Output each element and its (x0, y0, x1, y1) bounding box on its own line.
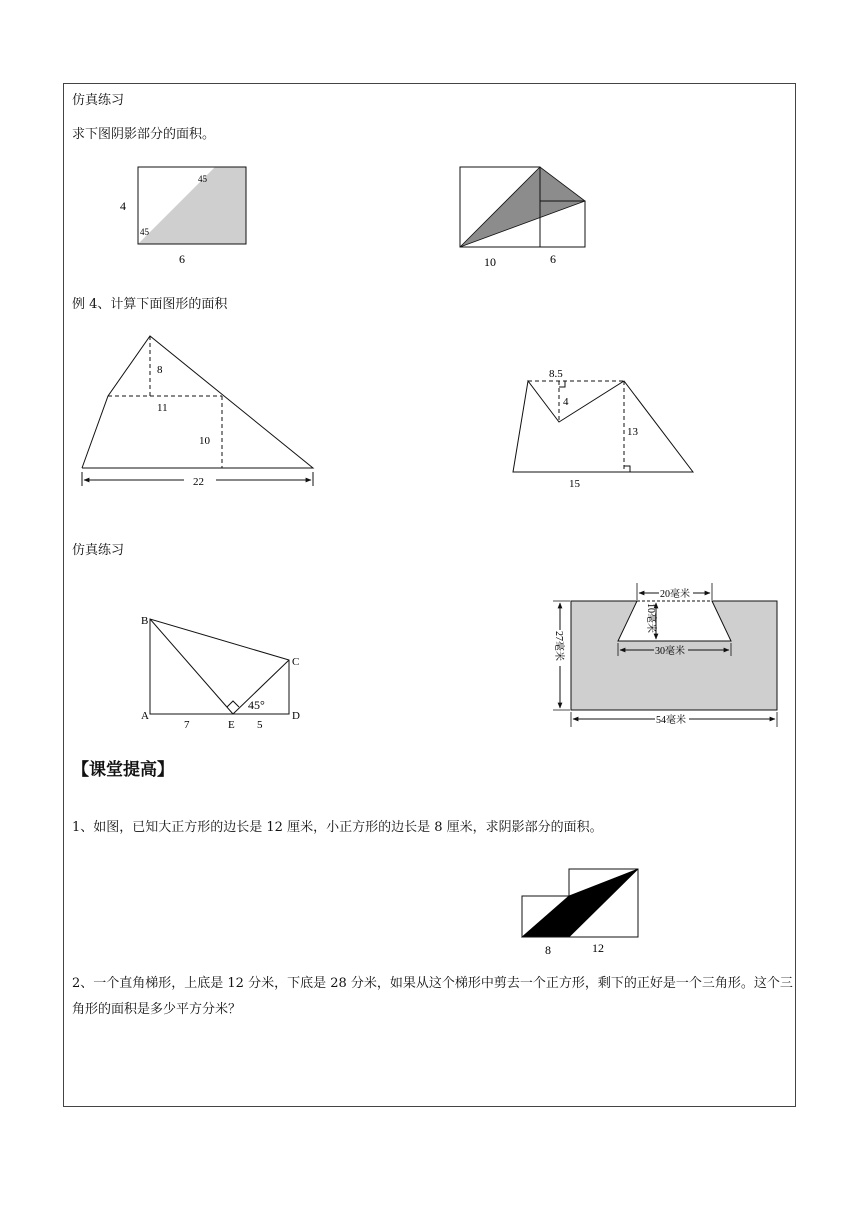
figure-squares-black-triangle (522, 869, 638, 957)
fig5-trapezoid (150, 619, 289, 714)
fig4-outline (513, 381, 693, 472)
fig5-label-D: D (292, 710, 300, 722)
figure-trapezoid-abcd (141, 615, 300, 731)
fig5-label-C: C (292, 656, 300, 668)
fig6-label-depth: 10毫米 (645, 603, 656, 633)
figure-rectangle-cutout (553, 583, 777, 727)
question-1: 1、如图，已知大正方形的边长是 12 厘米，小正方形的边长是 8 厘米，求阴影部分的面积。 (72, 820, 603, 835)
fig5-label-5: 5 (257, 719, 263, 731)
fig7-label-12: 12 (592, 941, 604, 955)
figure-notched-quadrilateral (513, 368, 693, 490)
fig1-side-label: 4 (120, 199, 126, 213)
fig6-label-bottom: 30毫米 (655, 646, 685, 657)
fig6-label-width: 54毫米 (656, 715, 686, 726)
fig3-label-11: 11 (157, 402, 168, 414)
practice-label-2: 仿真练习 (72, 543, 125, 558)
fig5-label-7: 7 (184, 719, 190, 731)
fig1-angle-top: 45 (198, 174, 207, 184)
section-title: 【课堂提高】 (72, 760, 174, 780)
fig5-label-E: E (228, 719, 235, 731)
fig7-label-8: 8 (545, 943, 551, 957)
fig6-label-height: 27毫米 (553, 631, 564, 661)
fig1-angle-bottom: 45 (140, 227, 149, 237)
fig6-label-top: 20毫米 (660, 589, 690, 600)
figure-rectangle-parallelogram (120, 167, 246, 266)
fig4-label-4: 4 (563, 396, 569, 408)
example-4-title: 例 4、计算下面图形的面积 (72, 297, 228, 312)
fig1-bottom-label: 6 (179, 252, 185, 266)
figure-two-squares-triangle (460, 167, 585, 269)
figure-composite-triangle (82, 336, 313, 488)
fig3-label-8: 8 (157, 364, 163, 376)
question-shaded-area: 求下图阴影部分的面积。 (72, 127, 216, 142)
fig4-label-top: 8.5 (549, 368, 563, 380)
fig5-label-A: A (141, 710, 149, 722)
fig4-label-15: 15 (569, 478, 580, 490)
fig3-label-22: 22 (193, 476, 204, 488)
fig3-outline (82, 336, 313, 468)
fig2-left-label: 10 (484, 255, 496, 269)
practice-label-1: 仿真练习 (72, 93, 125, 108)
fig5-label-B: B (141, 615, 149, 627)
question-2: 2、一个直角梯形，上底是 12 分米，下底是 28 分米，如果从这个梯形中剪去一个正方形，剩下的正好是一个三角形。这个三角形的面积是多少平方分米？ (72, 976, 793, 1017)
fig2-right-label: 6 (550, 252, 556, 266)
fig5-angle-label: 45° (248, 698, 265, 712)
fig3-label-10: 10 (199, 435, 210, 447)
fig4-label-13: 13 (627, 426, 638, 438)
